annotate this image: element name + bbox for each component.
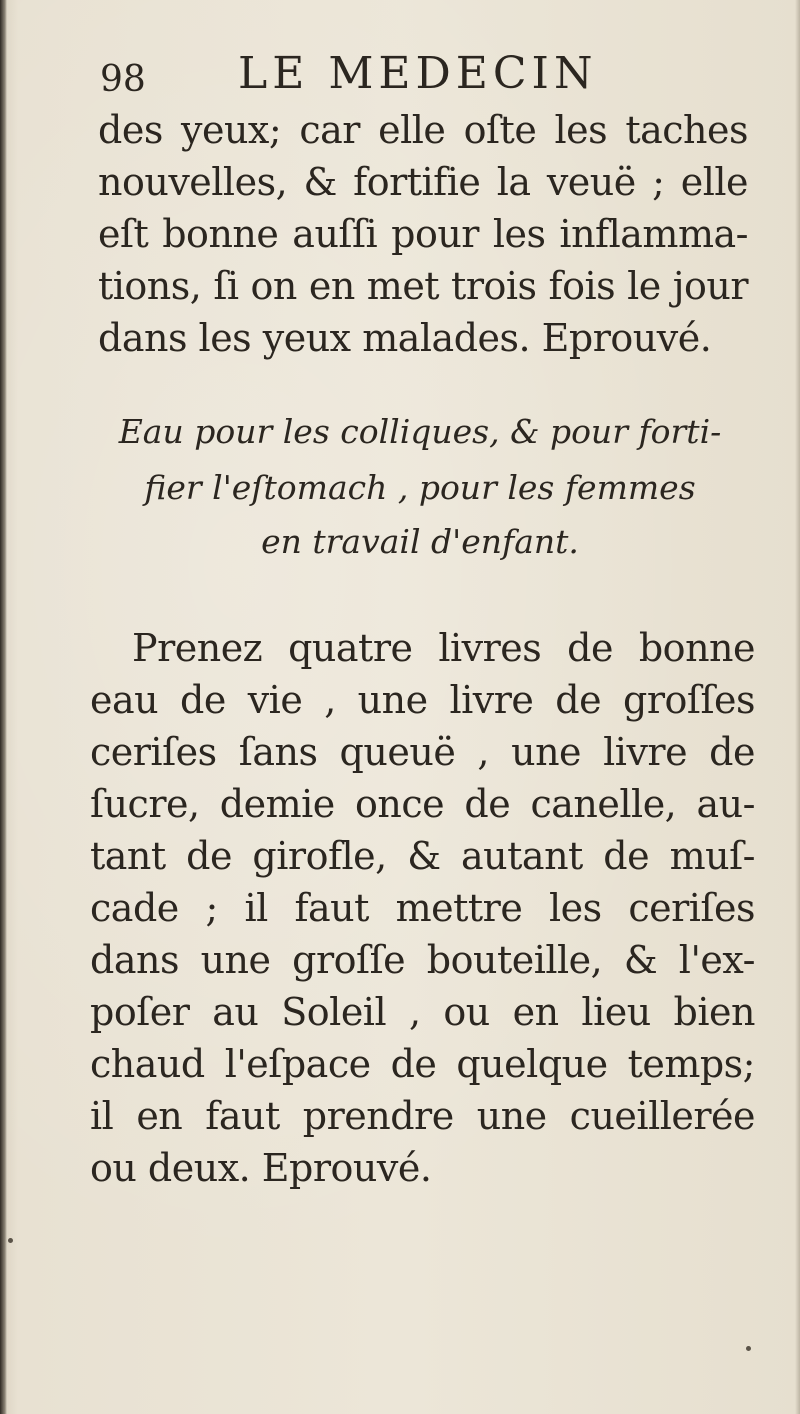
text-line: tant de girofle, & autant de muſ- (90, 834, 755, 878)
text-line: poſer au Soleil , ou en lieu bien (90, 990, 755, 1034)
heading-line: fier l'eſtomach , pour les femmes (144, 468, 696, 507)
text-line: chaud l'eſpace de quelque temps; (90, 1042, 755, 1086)
text-line: dans les yeux malades. Eprouvé. (98, 316, 712, 360)
text-line: Prenez quatre livres de bonne (132, 626, 755, 670)
text-line: cade ; il faut mettre les ceriſes (90, 886, 755, 930)
text-line: eſt bonne auſſi pour les inflamma- (98, 212, 748, 256)
page-number: 98 (100, 59, 146, 100)
text-line: des yeux; car elle oſte les taches (98, 108, 748, 152)
page-right-edge (795, 0, 800, 1414)
text-line: dans une groſſe bouteille, & l'ex- (90, 938, 755, 982)
paper-speck (746, 1346, 751, 1351)
text-line: il en faut prendre une cueillerée (90, 1094, 755, 1138)
page-header (100, 50, 740, 100)
text-line: ſucre, demie once de canelle, au- (90, 782, 755, 826)
text-line: ou deux. Eprouvé. (90, 1146, 432, 1190)
page-binding-edge (0, 0, 7, 1414)
text-line: eau de vie , une livre de groſſes (90, 678, 755, 722)
heading-line: Eau pour les colliques, & pour forti- (118, 412, 722, 451)
text-line: ceriſes ſans queuë , une livre de (90, 730, 755, 774)
heading-line: en travail d'enfant. (261, 522, 579, 561)
paper-speck (8, 1238, 13, 1243)
text-line: tions, ſi on en met trois fois le jour (98, 264, 748, 308)
running-title: LE MEDECIN (238, 48, 598, 99)
text-line: nouvelles, & fortifie la veuë ; elle (98, 160, 748, 204)
